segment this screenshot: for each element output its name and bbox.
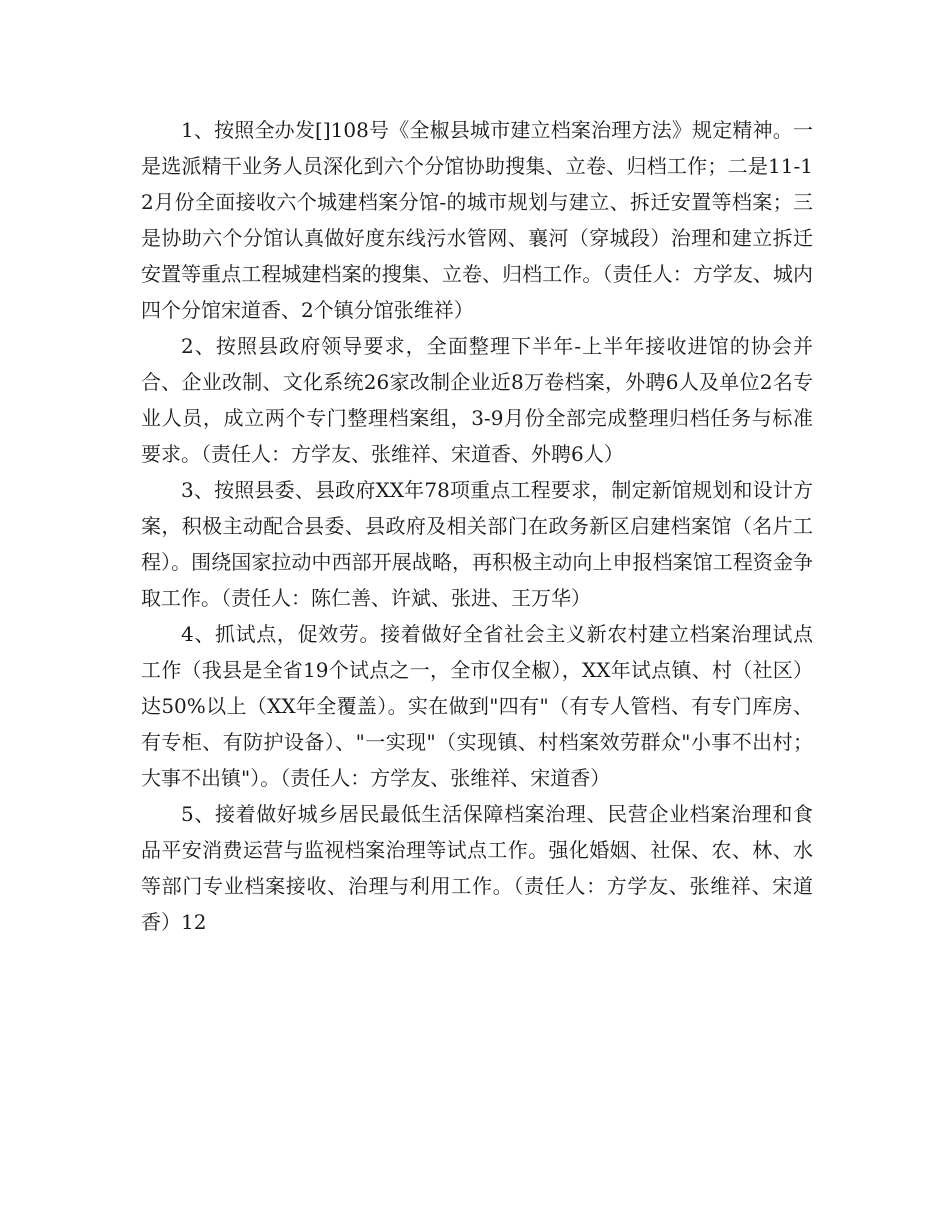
paragraph-4: 4、抓试点，促效劳。接着做好全省社会主义新农村建立档案治理试点工作（我县是全省19个试点之一，全市仅全椒），XX年试点镇、村（社区）达50%以上（XX年全覆盖）。实在做到"四有"（有专人管档、有专门库房、有专柜、有防护设备）、"一实现"（实现镇、村档案效劳群众"小事不出村；大事不出镇"）。（责任人：方学友、张维祥、宋道香） <box>141 622 813 790</box>
paragraph-1: 1、按照全办发[]108号《全椒县城市建立档案治理方法》规定精神。一是选派精干业务人员深化到六个分馆协助搜集、立卷、归档工作；二是11-12月份全面接收六个城建档案分馆-的城市规划与建立、拆迁安置等档案；三是协助六个分馆认真做好度东线污水管网、襄河（穿城段）治理和建立拆迁安置等重点工程城建档案的搜集、立卷、归档工作。（责任人：方学友、城内四个分馆宋道香、2个镇分馆张维祥） <box>141 118 813 322</box>
paragraph-2: 2、按照县政府领导要求，全面整理下半年-上半年接收进馆的协会并合、企业改制、文化系统26家改制企业近8万卷档案，外聘6人及单位2名专业人员，成立两个专门整理档案组，3-9月份全部完成整理归档任务与标准要求。（责任人：方学友、张维祥、宋道香、外聘6人） <box>141 334 813 466</box>
paragraph-3: 3、按照县委、县政府XX年78项重点工程要求，制定新馆规划和设计方案，积极主动配合县委、县政府及相关部门在政务新区启建档案馆（名片工程）。围绕国家拉动中西部开展战略，再积极主动向上申报档案馆工程资金争取工作。（责任人：陈仁善、许斌、张进、王万华） <box>141 478 813 610</box>
paragraph-5: 5、接着做好城乡居民最低生活保障档案治理、民营企业档案治理和食品平安消费运营与监视档案治理等试点工作。强化婚姻、社保、农、林、水等部门专业档案接收、治理与利用工作。（责任人：方学友、张维祥、宋道香）12 <box>141 802 813 934</box>
document-body <box>141 112 813 940</box>
